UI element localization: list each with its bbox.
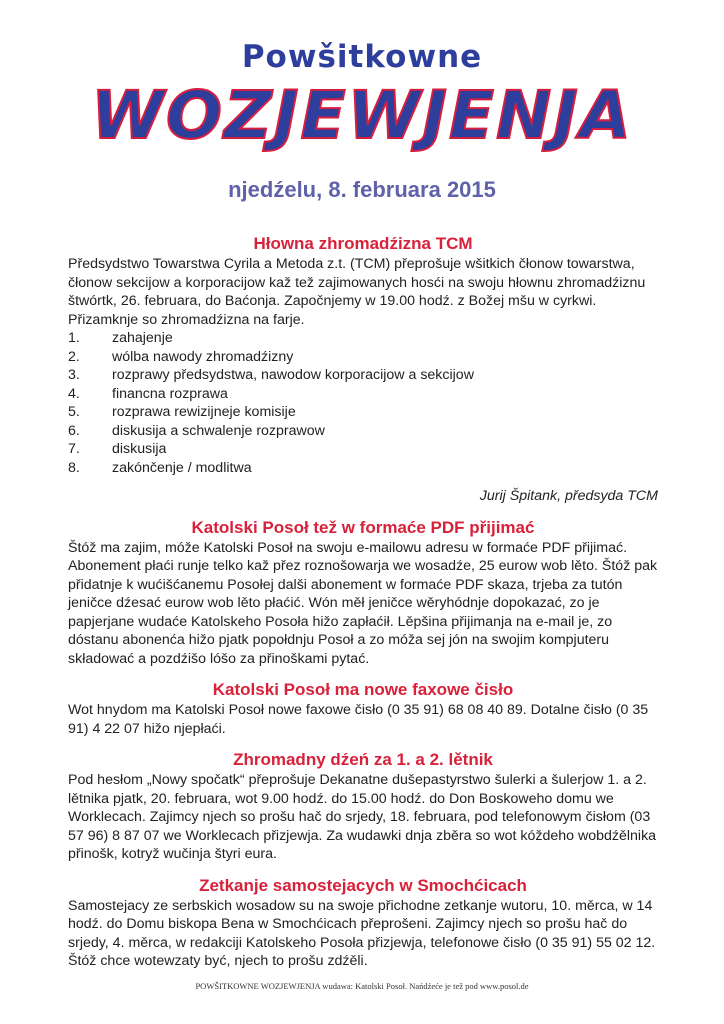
list-item-text: rozprawa rewizijneje komisije (112, 404, 296, 420)
list-item (68, 366, 658, 385)
list-item-text: wólba nawody zhromadźizny (112, 348, 294, 365)
list-item-text: diskusija a schwalenje rozprawow (112, 422, 325, 439)
section-paragraph: Štóž ma zajim, móže Katolski Posoł na swoju e-mailowu adresu w formaće PDF přijimać. Abonement płaći runje telko kaž přez roznošowarja we wosadźe, 25 eurow wob lěto. Štóž pak přidatnje k wućišćanemu Posołej dalši abonement w formaće PDF skaza, trjeba za tutón jeničce dźesać eurow wob lěto płaćić. Wón měł jeničce wěryhódnje dopokazać, zo je papjerjane wudaće Katolskeho Posoła hižo zapłaćił. Lěpšina přijimanja na e-mail je, zo dóstanu abonenća hižo pjatk popołdnju Posoł a zo móža sej jón na swojim kompjuteru składować a pozdźišo lóšo za přinoškami pytać. (68, 539, 658, 667)
list-item (68, 422, 658, 441)
agenda-list (68, 329, 658, 477)
section-title: Katolski Posoł tež w formaće PDF přijimać (191, 517, 535, 537)
list-item (68, 440, 658, 459)
list-item-number: 3. (68, 367, 80, 383)
content (68, 233, 658, 982)
list-item-number: 8. (68, 459, 80, 476)
list-item-text: zakónčenje / modlitwa (112, 459, 252, 476)
section-paragraph: Předsydstwo Towarstwa Cyrila a Metoda z.t. (TCM) přeprošuje wšitkich čłonow towarstwa, čłonow sekcijow a korporacijow kaž tež zajimowanych hosći na swoju hłownu zhromadźiznu štwórtk, 26. februara, do Baćonja. Započnjemy w 19.00 hodź. z Božej mšu w cyrkwi. Přizamknje so zhromadźizna na farje. (68, 256, 646, 328)
list-item (68, 329, 658, 348)
section-annual-meeting (68, 233, 658, 506)
list-item (68, 459, 658, 478)
section-youth-day (68, 749, 658, 864)
section-title: Zhromadny dźeń za 1. a 2. lětnik (233, 750, 493, 769)
list-item-text: zahajenje (112, 330, 173, 346)
issue-date: njedźelu, 8. februara 2015 (228, 177, 496, 202)
footer: POWŠITKOWNE WOZJEWJENJA wudawa: Katolski Posoł. Nańdźeće je tež pod www.posol.de (195, 981, 529, 991)
section-title: Hłowna zhromadźizna TCM (253, 234, 473, 253)
list-item-text: rozprawy předsydstwa, nawodow korporacijow a sekcijow (112, 367, 474, 383)
list-item (68, 385, 658, 404)
masthead (0, 40, 724, 156)
section-title: Zetkanje samostejacych w Smochćicach (199, 875, 527, 895)
section-paragraph: Samostejacy ze serbskich wosadow su na swoje přichodne zetkanje wutoru, 10. měrca, w 14 hodź. do Domu biskopa Bena w Smochćicach přeprošeni. Zajimcy njech so prošu hač do srjedy, 4. měrca, w redakciji Katolskeho Posoła přizjewja, telefonowe čisło (0 35 91) 55 02 12. Štóž chce wotewzaty być, njech to prošu zdźěli. (68, 897, 656, 969)
section-fax-number (68, 679, 658, 738)
list-item-number: 7. (68, 441, 80, 457)
list-item-number: 1. (68, 330, 80, 346)
list-item-number: 6. (68, 422, 80, 439)
section-pdf-subscription (68, 517, 658, 669)
section-paragraph: Pod hesłom „Nowy spočatk“ přeprošuje Dekanatne dušepastyrstwo šulerki a šulerjow 1. a 2. lětnika pjatk, 20. februara, wot 9.00 hodź. do 15.00 hodź. do Don Boskoweho domu we Worklecach. Zajimcy njech so prošu hač do srjedy, 18. februara, pod telefonowym čisłom (03 57 96) 8 87 07 we Worklecach přizjewja. Za wudawki dnja zběra so wot kóždeho wobdźělnika přinošk, kotryž wučinja štyri eura. (68, 772, 657, 862)
section-title: Katolski Posoł ma nowe faxowe čisło (212, 680, 514, 699)
masthead-title: WOZJEWJENJA (91, 77, 633, 154)
list-item-text: financna rozprawa (112, 385, 228, 402)
list-item-number: 2. (68, 348, 80, 365)
section-paragraph: Wot hnydom ma Katolski Posoł nowe faxowe čisło (0 35 91) 68 08 40 89. Dotalne čisło (0 35 91) 4 22 07 hižo njepłaći. (68, 702, 649, 737)
list-item-text: diskusija (112, 441, 167, 457)
masthead-subtitle: Powšitkowne (241, 39, 483, 75)
list-item (68, 348, 658, 367)
list-item-number: 5. (68, 404, 80, 420)
list-item (68, 403, 658, 422)
list-item-number: 4. (68, 385, 80, 402)
section-singles-meeting (68, 875, 658, 971)
signature: Jurij Špitank, předsyda TCM (479, 488, 658, 504)
